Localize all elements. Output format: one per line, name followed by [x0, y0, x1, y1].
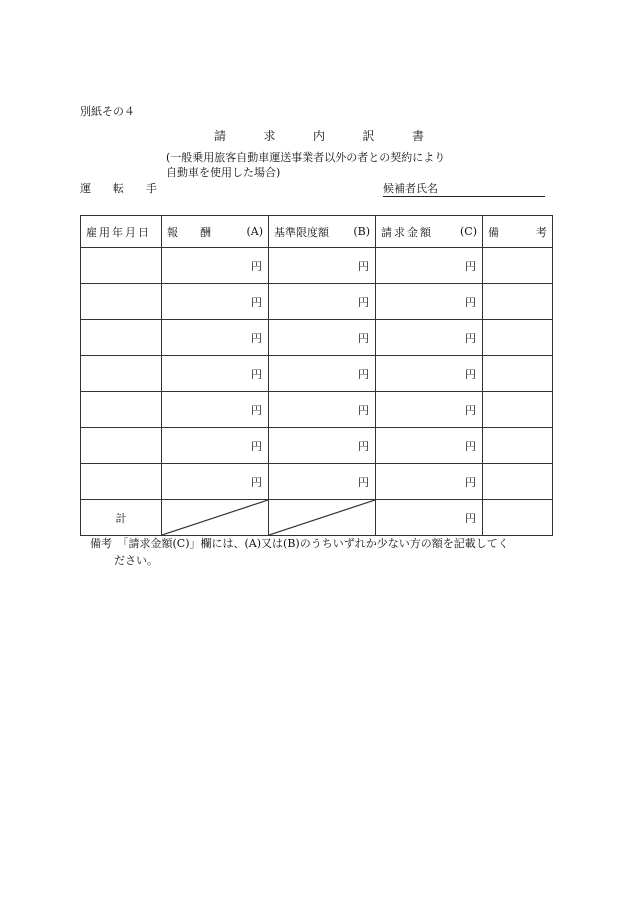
table-row	[81, 284, 553, 320]
table-row	[81, 428, 553, 464]
note-line-1: 備考 「請求金額(C)」欄には、(A)又は(B)のうちいずれか少ない方の額を記載してく	[90, 537, 509, 550]
standard-limit-cell[interactable]: 円	[269, 464, 376, 500]
standard-limit-cell[interactable]: 円	[269, 284, 376, 320]
title-char: 内	[312, 129, 325, 143]
employment-date-cell[interactable]	[81, 356, 162, 392]
standard-limit-cell[interactable]: 円	[269, 248, 376, 284]
table-row	[81, 356, 553, 392]
column-label: 報 酬	[167, 225, 211, 239]
driver-char: 運	[80, 182, 91, 195]
employment-date-cell[interactable]	[81, 428, 162, 464]
total-row	[81, 500, 553, 536]
claim-amount-cell[interactable]: 円	[376, 428, 483, 464]
total-claim-amount-cell[interactable]: 円	[376, 500, 483, 536]
column-label: 基準限度額	[274, 225, 329, 239]
column-suffix: 考	[536, 225, 547, 239]
column-header-remuneration	[162, 216, 269, 248]
standard-limit-cell[interactable]: 円	[269, 428, 376, 464]
document-title	[214, 127, 424, 144]
column-label: 請求金額	[381, 225, 433, 239]
column-header-standard-limit	[269, 216, 376, 248]
standard-limit-cell[interactable]: 円	[269, 356, 376, 392]
column-header-employment-date	[81, 216, 162, 248]
subtitle-line-2: 自動車を使用した場合)	[166, 166, 281, 179]
total-remuneration-struck-cell	[162, 500, 269, 536]
attachment-label: 別紙その４	[80, 105, 135, 118]
request-breakdown-table	[80, 215, 553, 536]
column-label: 雇用年月日	[86, 225, 151, 239]
driver-char: 手	[146, 182, 157, 195]
employment-date-cell[interactable]	[81, 464, 162, 500]
employment-date-cell[interactable]	[81, 284, 162, 320]
table-row	[81, 464, 553, 500]
claim-amount-cell[interactable]: 円	[376, 464, 483, 500]
claim-amount-cell[interactable]: 円	[376, 392, 483, 428]
candidate-name-field[interactable]	[383, 182, 545, 197]
column-label: 備	[488, 225, 499, 239]
title-char: 書	[411, 129, 424, 143]
employment-date-cell[interactable]	[81, 320, 162, 356]
total-remarks-cell[interactable]	[483, 500, 553, 536]
remuneration-cell[interactable]: 円	[162, 356, 269, 392]
driver-label	[80, 182, 157, 196]
title-char: 求	[263, 129, 276, 143]
driver-char: 転	[113, 182, 124, 195]
candidate-name-label: 候補者氏名	[383, 182, 438, 195]
column-header-remarks	[483, 216, 553, 248]
diagonal-strike	[269, 500, 375, 535]
claim-amount-cell[interactable]: 円	[376, 320, 483, 356]
remarks-cell[interactable]	[483, 356, 553, 392]
claim-amount-cell[interactable]: 円	[376, 284, 483, 320]
claim-amount-cell[interactable]: 円	[376, 356, 483, 392]
remarks-cell[interactable]	[483, 392, 553, 428]
total-standard-limit-struck-cell	[269, 500, 376, 536]
remarks-cell[interactable]	[483, 248, 553, 284]
table-header-row	[81, 216, 553, 248]
remarks-cell[interactable]	[483, 284, 553, 320]
remuneration-cell[interactable]: 円	[162, 428, 269, 464]
column-suffix: (B)	[353, 225, 370, 238]
remuneration-cell[interactable]: 円	[162, 392, 269, 428]
note-line-2: ださい。	[114, 554, 158, 567]
title-char: 請	[214, 129, 227, 143]
remuneration-cell[interactable]: 円	[162, 320, 269, 356]
table-row	[81, 248, 553, 284]
column-suffix: (C)	[460, 225, 477, 238]
employment-date-cell[interactable]	[81, 248, 162, 284]
standard-limit-cell[interactable]: 円	[269, 392, 376, 428]
remarks-cell[interactable]	[483, 464, 553, 500]
remuneration-cell[interactable]: 円	[162, 248, 269, 284]
standard-limit-cell[interactable]: 円	[269, 320, 376, 356]
title-char: 訳	[362, 129, 375, 143]
employment-date-cell[interactable]	[81, 392, 162, 428]
remarks-note	[90, 535, 560, 569]
subtitle-line-1: (一般乗用旅客自動車運送事業者以外の者との契約により	[166, 151, 446, 164]
remuneration-cell[interactable]: 円	[162, 284, 269, 320]
diagonal-strike	[162, 500, 268, 535]
remarks-cell[interactable]	[483, 428, 553, 464]
total-label: 計	[81, 500, 162, 536]
claim-amount-cell[interactable]: 円	[376, 248, 483, 284]
remuneration-cell[interactable]: 円	[162, 464, 269, 500]
column-header-claim-amount	[376, 216, 483, 248]
column-suffix: (A)	[246, 225, 263, 238]
table-row	[81, 320, 553, 356]
table-row	[81, 392, 553, 428]
remarks-cell[interactable]	[483, 320, 553, 356]
